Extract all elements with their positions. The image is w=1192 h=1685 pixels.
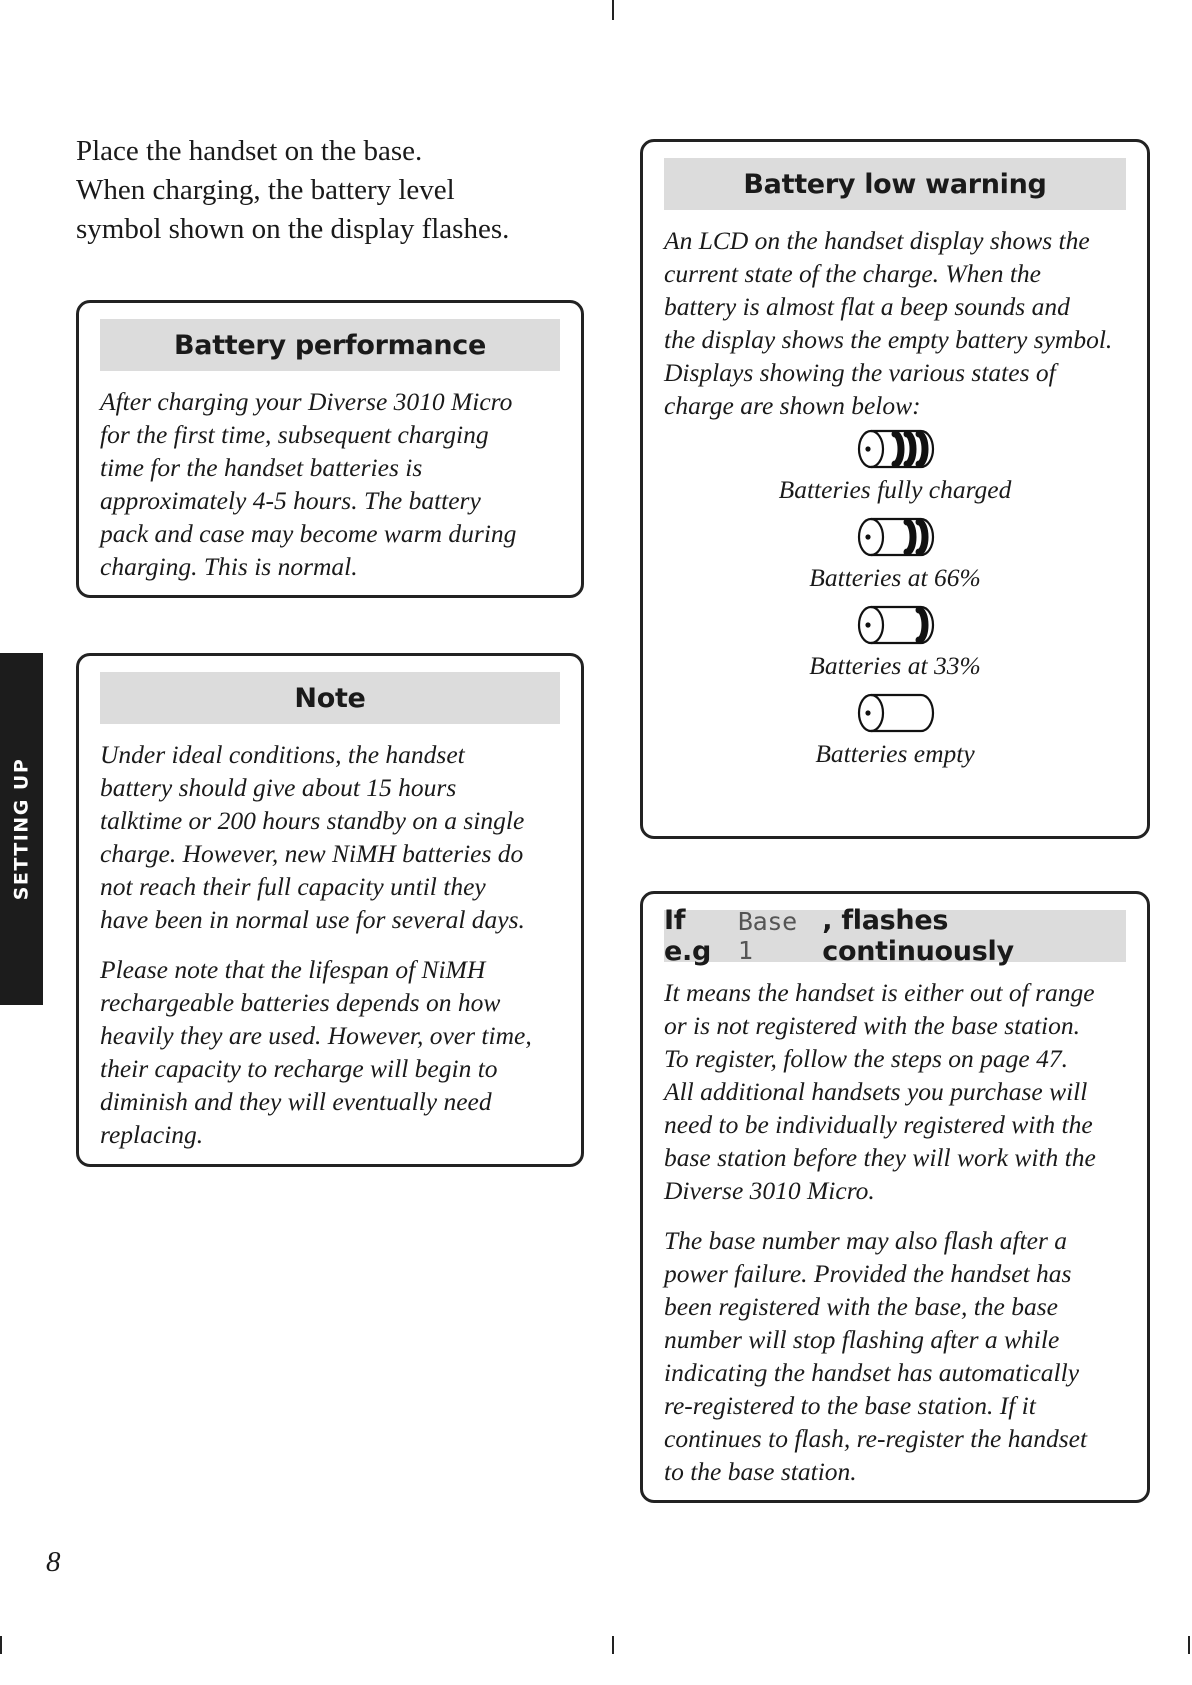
page-number: 8 — [46, 1546, 61, 1578]
battery-state-label: Batteries empty — [815, 739, 975, 768]
battery-full-icon — [643, 428, 1147, 470]
text-line: number will stop flashing after a while — [664, 1325, 1060, 1354]
battery-empty-icon — [643, 692, 1147, 734]
crop-mark-bottom-right — [1188, 1636, 1190, 1654]
text-line: their capacity to recharge will begin to — [100, 1054, 498, 1083]
text-line: time for the handset batteries is — [100, 453, 423, 482]
text-line: power failure. Provided the handset has — [664, 1259, 1072, 1288]
text-line: An LCD on the handset display shows the — [664, 226, 1090, 255]
text-line: current state of the charge. When the — [664, 259, 1041, 288]
text-line: or is not registered with the base station. — [664, 1011, 1081, 1040]
battery-low-warning-box — [640, 139, 1150, 839]
text-line: battery is almost flat a beep sounds and — [664, 292, 1070, 321]
text-line: for the first time, subsequent charging — [100, 420, 489, 449]
text-line: continues to flash, re-register the handset — [664, 1424, 1088, 1453]
battery-performance-text — [100, 385, 560, 583]
crop-mark-bottom — [612, 1636, 614, 1654]
text-line: To register, follow the steps on page 47. — [664, 1044, 1069, 1073]
section-side-tab — [0, 653, 43, 1005]
intro-text — [76, 132, 596, 249]
text-line: Diverse 3010 Micro. — [664, 1176, 875, 1205]
title-text: If e.g — [664, 905, 711, 967]
text-line: been registered with the base, the base — [664, 1292, 1058, 1321]
intro-line: symbol shown on the display flashes. — [76, 213, 510, 245]
battery-33-icon — [643, 604, 1147, 646]
base-flash-box — [640, 891, 1150, 1503]
battery-low-warning-title: Battery low warning — [664, 158, 1126, 210]
text-line: replacing. — [100, 1120, 204, 1149]
battery-performance-title: Battery performance — [100, 319, 560, 371]
battery-low-warning-text — [664, 224, 1126, 422]
battery-state-33 — [643, 604, 1147, 682]
text-line: Please note that the lifespan of NiMH — [100, 955, 486, 984]
battery-state-label: Batteries fully charged — [778, 475, 1012, 504]
base-flash-paragraph — [664, 1224, 1126, 1488]
text-line: diminish and they will eventually need — [100, 1087, 492, 1116]
battery-66-icon — [643, 516, 1147, 558]
battery-state-label: Batteries at 66% — [809, 563, 981, 592]
title-text: , flashes continuously — [822, 905, 1014, 967]
base-flash-text — [664, 976, 1126, 1488]
text-line: need to be individually registered with the — [664, 1110, 1093, 1139]
battery-performance-box — [76, 300, 584, 598]
note-title: Note — [100, 672, 560, 724]
text-line: charging. This is normal. — [100, 552, 358, 581]
text-line: charge are shown below: — [664, 391, 921, 420]
battery-state-empty — [643, 692, 1147, 770]
battery-state-label: Batteries at 33% — [809, 651, 981, 680]
intro-line: Place the handset on the base. — [76, 135, 423, 167]
text-line: The base number may also flash after a — [664, 1226, 1068, 1255]
text-line: base station before they will work with the — [664, 1143, 1096, 1172]
text-line: approximately 4-5 hours. The battery — [100, 486, 481, 515]
base-flash-paragraph — [664, 976, 1126, 1207]
battery-state-full — [643, 428, 1147, 506]
note-paragraph — [100, 738, 560, 936]
lcd-base-label: Base 1 — [737, 907, 797, 965]
text-line: rechargeable batteries depends on how — [100, 988, 501, 1017]
text-line: charge. However, new NiMH batteries do — [100, 839, 524, 868]
battery-state-66 — [643, 516, 1147, 594]
text-line: Under ideal conditions, the handset — [100, 740, 465, 769]
text-line: battery should give about 15 hours — [100, 773, 457, 802]
text-line: It means the handset is either out of range — [664, 978, 1095, 1007]
battery-states-list — [643, 428, 1147, 770]
crop-mark-top — [612, 0, 614, 20]
note-box — [76, 653, 584, 1167]
crop-mark-bottom-left — [0, 1636, 2, 1654]
text-line: pack and case may become warm during — [100, 519, 517, 548]
base-flash-title — [664, 905, 1126, 967]
note-paragraph — [100, 953, 560, 1151]
text-line: talktime or 200 hours standby on a single — [100, 806, 525, 835]
text-line: not reach their full capacity until they — [100, 872, 486, 901]
text-line: indicating the handset has automatically — [664, 1358, 1080, 1387]
text-line: to the base station. — [664, 1457, 857, 1486]
text-line: the display shows the empty battery symbol. — [664, 325, 1113, 354]
note-text — [100, 738, 560, 1151]
text-line: re-registered to the base station. If it — [664, 1391, 1036, 1420]
text-line: have been in normal use for several days. — [100, 905, 525, 934]
text-line: heavily they are used. However, over time, — [100, 1021, 532, 1050]
text-line: After charging your Diverse 3010 Micro — [100, 387, 513, 416]
text-line: All additional handsets you purchase will — [664, 1077, 1088, 1106]
section-side-tab-label: SETTING UP — [10, 757, 33, 901]
text-line: Displays showing the various states of — [664, 358, 1056, 387]
intro-line: When charging, the battery level — [76, 174, 455, 206]
